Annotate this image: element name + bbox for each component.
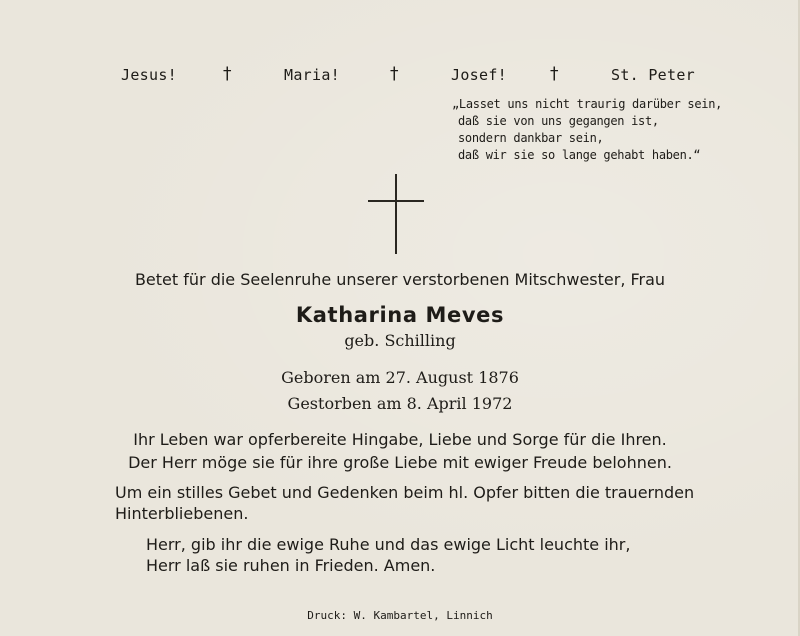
invocation-maria: Maria! <box>284 66 340 84</box>
invocation-st-peter: St. Peter <box>611 66 695 84</box>
quote-line: daß sie von uns gegangen ist, <box>458 114 659 128</box>
deceased-name: Katharina Meves <box>295 303 505 327</box>
small-cross-icon: † <box>223 64 232 84</box>
birth-date: Geboren am 27. August 1876 <box>281 368 519 387</box>
death-date: Gestorben am 8. April 1972 <box>287 394 513 413</box>
life-text-line: Ihr Leben war opferbereite Hingabe, Liebe und Sorge für die Ihren. <box>133 430 667 449</box>
quote-line: daß wir sie so lange gehabt haben.“ <box>458 148 701 162</box>
prayer-intro: Betet für die Seelenruhe unserer verstorbenen Mitschwester, Frau <box>134 270 666 289</box>
life-text-line: Der Herr möge sie für ihre große Liebe mit ewiger Freude belohnen. <box>128 453 672 472</box>
invocation-jesus: Jesus! <box>121 66 177 84</box>
prayer-text-line: Herr laß sie ruhen in Frieden. Amen. <box>146 556 436 575</box>
printer-credit: Druck: W. Kambartel, Linnich <box>307 609 493 622</box>
request-text-line: Um ein stilles Gebet und Gedenken beim hl. Opfer bitten die trauernden <box>115 483 695 502</box>
large-cross-icon <box>368 174 424 254</box>
prayer-text-line: Herr, gib ihr die ewige Ruhe und das ewige Licht leuchte ihr, <box>146 535 631 554</box>
quote-line: sondern dankbar sein, <box>458 131 604 145</box>
request-text-line: Hinterbliebenen. <box>115 504 249 523</box>
invocation-josef: Josef! <box>451 66 507 84</box>
maiden-name: geb. Schilling <box>344 331 456 350</box>
small-cross-icon: † <box>550 64 559 84</box>
small-cross-icon: † <box>390 64 399 84</box>
quote-block <box>452 96 722 164</box>
quote-line: „Lasset uns nicht traurig darüber sein, <box>452 97 723 111</box>
